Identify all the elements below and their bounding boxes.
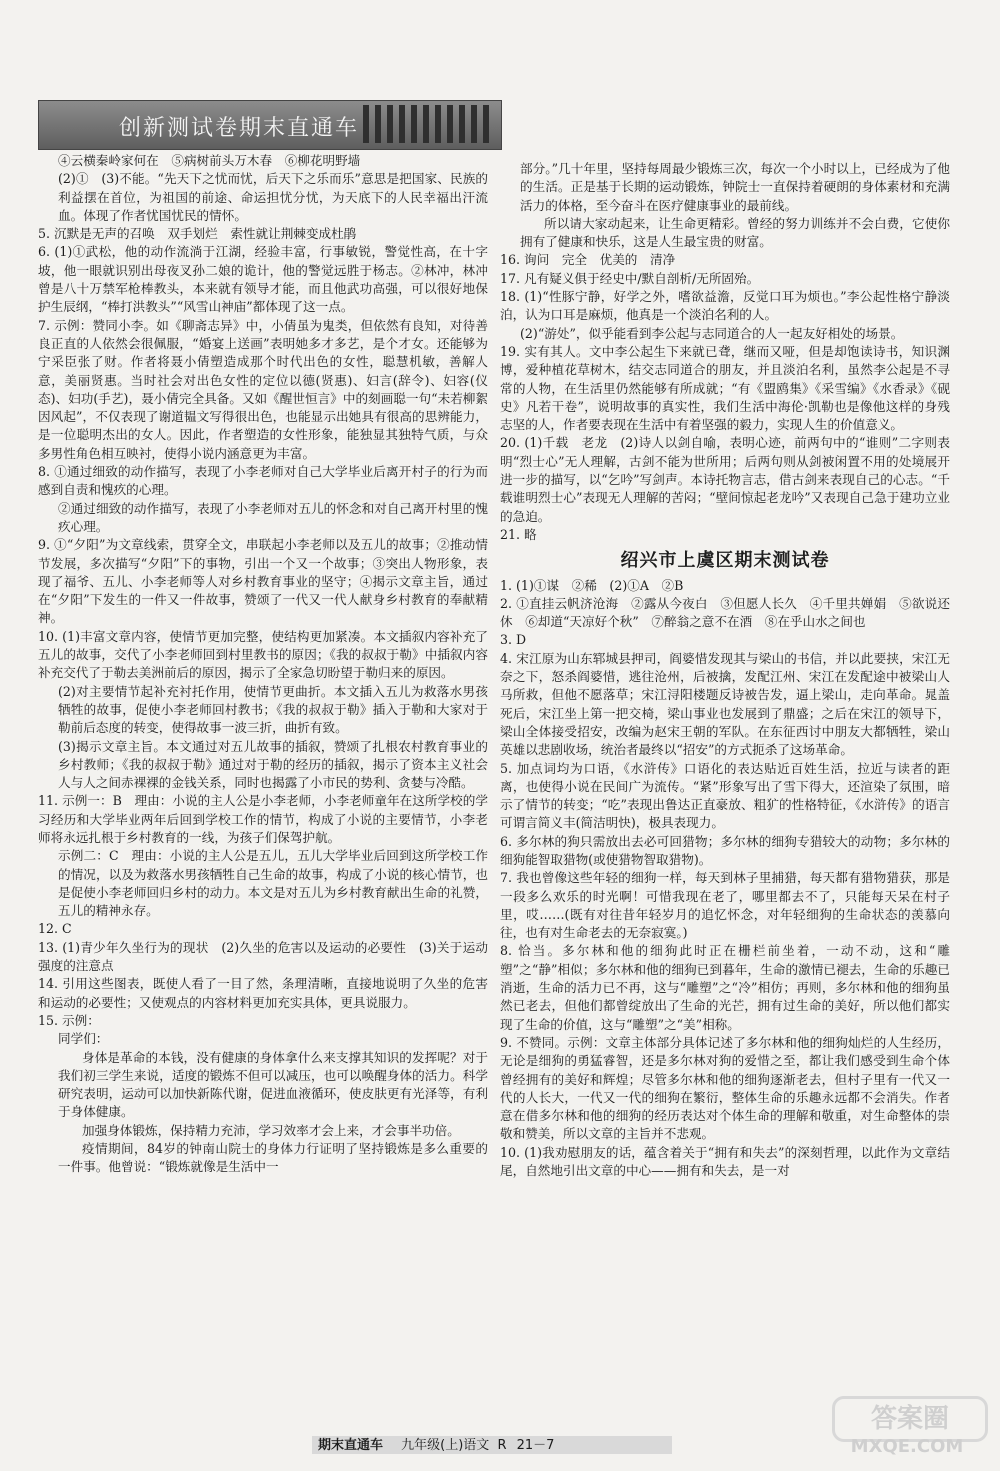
footer-grade: 九年级(上)语文 <box>401 1438 490 1453</box>
right-column-bottom <box>500 577 950 1181</box>
answer-paragraph: 7. 示例：赞同小李。如《聊斋志异》中，小倩虽为鬼类，但依然有良知，对待善良正直的人依然会很佩服，“婚宴上送画”表明她多才多艺，是个才女。还能够为宁采臣张了财。作者将聂小倩塑造成那个时代出色的女性，聪慧机敏，善解人意，美丽贤惠。当时社会对出色女性的定位以德(贤惠)、妇言(辞令)、妇容(仪态)、妇功(手艺)，聂小倩完全具备。又如《醒世恒言》中的刻画聪一句“未若柳絮因风起”，不仅表现了谢道韫文写得很出色，也能显示出她具有很高的思辨能力，是一位聪明杰出的女人。因此，作者塑造的女性形象，能独显其独特气质，与众多男性角色相互映衬，使得小说内涵意更为丰富。 <box>38 317 488 461</box>
right-column-top <box>500 160 950 544</box>
header-banner <box>38 100 502 150</box>
watermark <box>832 1396 982 1457</box>
answer-paragraph: 部分。”几十年里，坚持每周最少锻炼三次，每次一个小时以上，已经成为了他的生活。正是基于长期的运动锻炼，钟院士一直保持着硬朗的身体素材和充满活力的体格，至今奋斗在医疗健康事业的最前线。 <box>520 161 950 213</box>
banner-stripes <box>363 105 493 143</box>
answer-paragraph: 同学们： <box>58 1031 109 1047</box>
answer-paragraph: 加强身体锻炼，保持精力充沛，学习效率才会上来，才会事半功倍。 <box>82 1122 460 1138</box>
answer-paragraph: 17. 凡有疑义俱于经史中/默自剖析/无所固殆。 <box>500 270 760 286</box>
answer-paragraph: 1. (1)①谋 ②稀 (2)①A ②B <box>500 577 684 593</box>
footer-brand: 期末直通车 <box>318 1438 384 1453</box>
answer-paragraph: 6. (1)①武松，他的动作流淌于江湖，经验丰富，行事敏锐，警觉性高，在十字坡，他一眼就识别出母夜叉孙二娘的诡计，他的警觉远胜于杨志。②林冲，林冲曾是八十万禁军枪棒教头，本来就有领导才能，而且他武功高强，可以很好地保护生辰纲，“棒打洪教头”“风雪山神庙”都体现了这一点。 <box>38 244 488 315</box>
answer-paragraph: 18. (1)“性豚宁静，好学之外，嗜欲益澹，反觉口耳为烦也。”李公起性格宁静淡泊，认为口耳是麻烦，他真是一个淡泊名利的人。 <box>500 289 950 323</box>
answer-paragraph: 5. 加点词均为口语，《水浒传》口语化的表达贴近百姓生活，拉近与读者的距离，也使得小说在民间广为流传。“紧”形象写出了雪下得大，还渲染了氛围，暗示了情节的转变；“吃”表现出鲁达正直豪放、粗犷的性格特征，《水浒传》的语言可谓言简义丰(简洁明快)，极具表现力。 <box>500 760 950 831</box>
answer-paragraph: 15. 示例： <box>38 1012 100 1028</box>
answer-paragraph: 13. (1)青少年久坐行为的现状 (2)久坐的危害以及运动的必要性 (3)关于运动强度的注意点 <box>38 939 488 974</box>
answer-paragraph: 20. (1)千载 老龙 (2)诗人以剑自喻，表明心迹，前两句中的“谁则”二字则表明“烈士心”无人理解，古剑不能为世所用；后两句则从剑被闲置不用的处境展开进一步的描写，以“乞吟”写剑声。本诗托物言志，借古剑来表现自己的心志。“千载谁明烈士心”表现无人理解的苦闷；“壁间惊起老龙吟”又表现自己急于建功立业的急迫。 <box>500 435 950 524</box>
answer-paragraph: 14. 引用这些图表，既使人看了一目了然，条理清晰，直接地说明了久坐的危害和运动的必要性；又使观点的内容材料更加充实具体，更具说服力。 <box>38 976 488 1010</box>
section-title: 绍兴市上虞区期末测试卷 <box>620 550 830 572</box>
answer-paragraph: (3)揭示文章主旨。本文通过对五儿故事的插叙，赞颂了扎根农村教育事业的乡村教师；《我的叔叔于勒》通过对于勒的经历的插叙，揭示了资本主义社会人与人之间赤裸裸的金钱关系，同时也揭露了小市民的势利、贪婪与冷酷。 <box>58 738 488 791</box>
answer-paragraph: 所以请大家动起来，让生命更精彩。曾经的努力训练并不会白费，它使你拥有了健康和快乐，这是人生最宝贵的财富。 <box>520 215 950 250</box>
answer-paragraph: 3. D <box>500 632 527 648</box>
answer-paragraph: (2)对主要情节起补充衬托作用，使情节更曲折。本文插入五儿为救落水男孩牺牲的故事，促使小李老师回村教书；《我的叔叔于勒》插入于勒和大家对于勒前后态度的转变，使得故事一波三折，曲折有致。 <box>58 683 488 736</box>
footer-page-number: 21－7 <box>516 1438 555 1453</box>
answer-paragraph: 19. 实有其人。文中李公起生下来就已聋，继而又哑，但是却饱读诗书，知识渊博，爱种植花草树木，结交志同道合的朋友，并且淡泊名利，虽然李公起是不寻常的人物，在生活里仍然能够有所成就；“有《盟鸥集》《采雪编》《水香录》《砚史》凡若干卷”，说明故事的真实性，我们生活中海伦·凯勒也是像他这样的身残志坚的人，作者要表现在生活中有着坚强的毅力，实现人生的价值意义。 <box>500 343 950 433</box>
answer-paragraph: 4. 宋江原为山东郓城县押司，阎婆惜发现其与梁山的书信，并以此要挟，宋江无奈之下，怒杀阎婆惜，逃往沧州，后被擒，发配江州、宋江在发配途中被梁山人马所救，但他不愿落草；宋江浔阳楼题反诗被告发，逼上梁山，走向革命。晁盖死后，宋江坐上第一把交椅，梁山事业也发展到了鼎盛；之后在宋江的领导下，梁山全体接受招安，改编为赵宋王朝的军队。在东征西讨中朋友大都牺牲，梁山英雄以悲剧收场，统治者最终以“招安”的方式扼杀了这场革命。 <box>500 650 950 758</box>
page-footer <box>312 1434 712 1458</box>
right-column <box>500 160 950 1180</box>
watermark-logo: 答案圈 <box>832 1396 988 1442</box>
answer-paragraph: ②通过细致的动作描写，表现了小李老师对五儿的怀念和对自己离开村里的愧疚心理。 <box>58 500 488 534</box>
answer-paragraph: 10. (1)我劝慰朋友的话，蕴含着关于“拥有和失去”的深刻哲理，以此作为文章结尾，自然地引出文章的中心——拥有和失去，是一对 <box>500 1144 950 1179</box>
answer-paragraph: 8. ①通过细致的动作描写，表现了小李老师对自己大学毕业后离开村子的行为而感到自责和愧疚的心理。 <box>38 464 488 498</box>
answer-paragraph: 2. ①直挂云帆济沧海 ②露从今夜白 ③但愿人长久 ④千里共婵娟 ⑤欲说还休 ⑥却道“天凉好个秋” ⑦醉翁之意不在酒 ⑧在乎山水之间也 <box>500 595 950 630</box>
answer-paragraph: 疫情期间，84岁的钟南山院士的身体力行证明了坚持锻炼是多么重要的一件事。他曾说：“锻炼就像是生活中一 <box>58 1141 488 1175</box>
answer-paragraph: ④云横秦岭家何在 ⑤病树前头万木春 ⑥柳花明野墙 <box>58 153 361 168</box>
footer-edition: R <box>497 1438 507 1453</box>
banner-title: 创新测试卷期末直通车 <box>119 116 360 141</box>
answer-paragraph: 身体是革命的本钱，没有健康的身体拿什么来支撑其知识的发挥呢？对于我们初三学生来说，适度的锻炼不但可以减压，也可以唤醒身体的活力。科学研究表明，运动可以加快新陈代谢，促进血液循环，使皮肤更有光泽等，有利于身体健康。 <box>58 1049 488 1120</box>
answer-paragraph: (2)“游处”，似乎能看到李公起与志同道合的人一起友好相处的场景。 <box>520 325 904 341</box>
answer-paragraph: 16. 询问 完全 优美的 清净 <box>500 252 676 268</box>
answer-paragraph: 21. 略 <box>500 526 537 542</box>
answer-paragraph: 11. 示例一：B 理由：小说的主人公是小李老师，小李老师童年在这所学校的学习经历和大学毕业两年后回到学校工作的情节，构成了小说的主要情节，小李老师将永远扎根于乡村教育的一线，为孩子们保驾护航。 <box>38 793 488 845</box>
answer-paragraph: 12. C <box>38 921 72 937</box>
answer-paragraph: 10. (1)丰富文章内容，使情节更加完整，使结构更加紧凑。本文插叙内容补充了五儿的故事，交代了小李老师回到村里教书的原因；《我的叔叔于勒》中插叙内容补充交代了于勒去美洲前后的原因，揭示了全家急切盼望于勒归来的原因。 <box>38 628 488 681</box>
answer-paragraph: 9. ①“夕阳”为文章线索，贯穿全文，串联起小李老师以及五儿的故事；②推动情节发展，多次描写“夕阳”下的事物，引出一个又一个故事；③突出人物形象，表现了福爷、五儿、小李老师等人对乡村教育事业的坚守；④揭示文章主旨，通过在“夕阳”下发生的一件又一件故事，赞颂了一代又一代人献身乡村教育的奉献精神。 <box>38 537 488 626</box>
answer-paragraph: 6. 多尔林的狗只需放出去必可回猎物；多尔林的细狗专猎较大的动物；多尔林的细狗能智取猎物(或使猎物智取猎物)。 <box>500 833 950 867</box>
answer-paragraph: 9. 不赞同。示例：文章主体部分具体记述了多尔林和他的细狗灿烂的人生经历，无论是细狗的勇猛睿智，还是多尔林对狗的爱惜之至，都让我们感受到生命个体曾经拥有的美好和辉煌；尽管多尔林和他的细狗逐渐老去，但村子里有一代又一代的人长大，一代又一代的细狗在繁衍，整体生命的乐趣永远都不会消失。作者意在借多尔林和他的细狗的经历表达对个体生命的理解和敬重，对生命整体的崇敬和赞美，所以文章的主旨并不悲观。 <box>500 1034 950 1142</box>
answer-paragraph: 8. 恰当。多尔林和他的细狗此时正在栅栏前坐着，一动不动，这和“雕塑”之“静”相似；多尔林和他的细狗已到暮年，生命的激情已褪去，生命的乐趣已消逝，生命的活力已不再，这与“雕塑”之“冷”相仿；再则，多尔林和他的细狗虽然已老去，但他们都曾绽放出了生命的光芒，拥有过生命的美好，所以他们都实现了生命的价值，这与“雕塑”之“美”相称。 <box>500 943 950 1032</box>
answer-paragraph: 示例二：C 理由：小说的主人公是五儿，五儿大学毕业后回到这所学校工作的情况，以及为救落水男孩牺牲自己生命的故事，构成了小说的核心情节，也是促使小李老师回归乡村的动力。本文是对五儿为乡村教育献出生命的礼赞，五儿的精神永存。 <box>58 848 488 919</box>
answer-paragraph: 7. 我也曾像这些年轻的细狗一样，每天到林子里捕猎，每天都有猎物猎获，那是一段多么欢乐的时光啊！可惜我现在老了，哪里都去不了，只能每天呆在村子里，哎……(既有对往昔年轻岁月的追忆怀念，对年轻细狗的生命状态的羡慕向往，也有对生命老去的无奈寂寞。) <box>500 870 950 941</box>
answer-paragraph: (2)① (3)不能。“先天下之忧而忧，后天下之乐而乐”意思是把国家、民族的利益摆在首位，为祖国的前途、命运担忧分忧，为天底下的人民幸福出汗流血。体现了作者忧国忧民的情怀。 <box>58 171 488 223</box>
watermark-url: MXQE.COM <box>850 1436 964 1457</box>
answer-paragraph: 5. 沉默是无声的召唤 双手划烂 索性就让荆棘变成杜鹃 <box>38 226 357 242</box>
left-column <box>38 152 488 1177</box>
